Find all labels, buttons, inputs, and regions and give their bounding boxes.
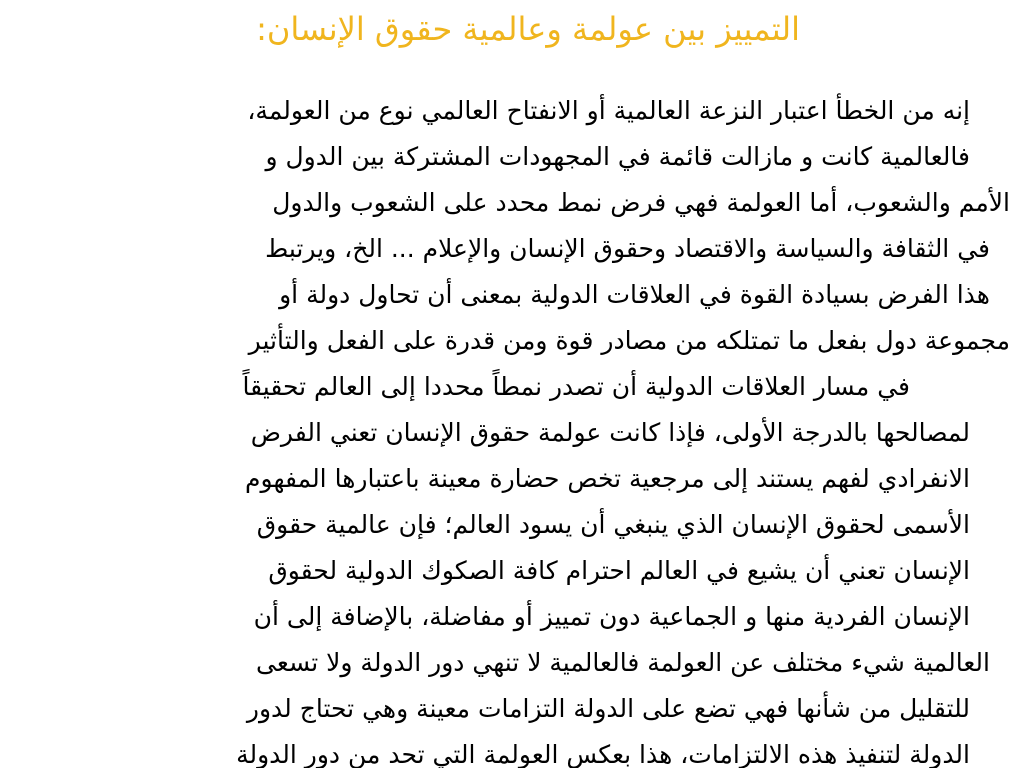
body-line: فالعالمية كانت و مازالت قائمة في المجهودات المشتركة بين الدول و [265, 142, 970, 171]
body-line: الأمم والشعوب، أما العولمة فهي فرض نمط محدد على الشعوب والدول [272, 188, 1010, 217]
body-line: العالمية شيء مختلف عن العولمة فالعالمية لا تنهي دور الدولة ولا تسعى [256, 648, 990, 677]
slide-body [20, 88, 1010, 768]
body-line: في الثقافة والسياسة والاقتصاد وحقوق الإنسان والإعلام ... الخ، ويرتبط [265, 234, 990, 263]
body-line: في مسار العلاقات الدولية أن تصدر نمطاً محددا إلى العالم تحقيقاً [242, 372, 910, 401]
body-line: للتقليل من شأنها فهي تضع على الدولة التزامات معينة وهي تحتاج لدور [246, 694, 970, 723]
slide-title: التمييز بين عولمة وعالمية حقوق الإنسان: [256, 10, 800, 48]
body-line: الإنسان الفردية منها و الجماعية دون تمييز أو مفاضلة، بالإضافة إلى أن [253, 602, 970, 631]
body-line: لمصالحها بالدرجة الأولى، فإذا كانت عولمة حقوق الإنسان تعني الفرض [250, 418, 970, 447]
body-line: إنه من الخطأ اعتبار النزعة العالمية أو الانفتاح العالمي نوع من العولمة، [247, 96, 970, 125]
body-line: الانفرادي لفهم يستند إلى مرجعية تخص حضارة معينة باعتبارها المفهوم [245, 464, 970, 493]
body-line: هذا الفرض بسيادة القوة في العلاقات الدولية بمعنى أن تحاول دولة أو [279, 280, 990, 309]
body-line: الإنسان تعني أن يشيع في العالم احترام كافة الصكوك الدولية لحقوق [268, 556, 970, 585]
body-line: الدولة لتنفيذ هذه الالتزامات، هذا بعكس العولمة التي تحد من دور الدولة [236, 740, 970, 768]
body-line: الأسمى لحقوق الإنسان الذي ينبغي أن يسود العالم؛ فإن عالمية حقوق [256, 510, 970, 539]
body-line: مجموعة دول بفعل ما تمتلكه من مصادر قوة ومن قدرة على الفعل والتأثير [248, 326, 1010, 355]
